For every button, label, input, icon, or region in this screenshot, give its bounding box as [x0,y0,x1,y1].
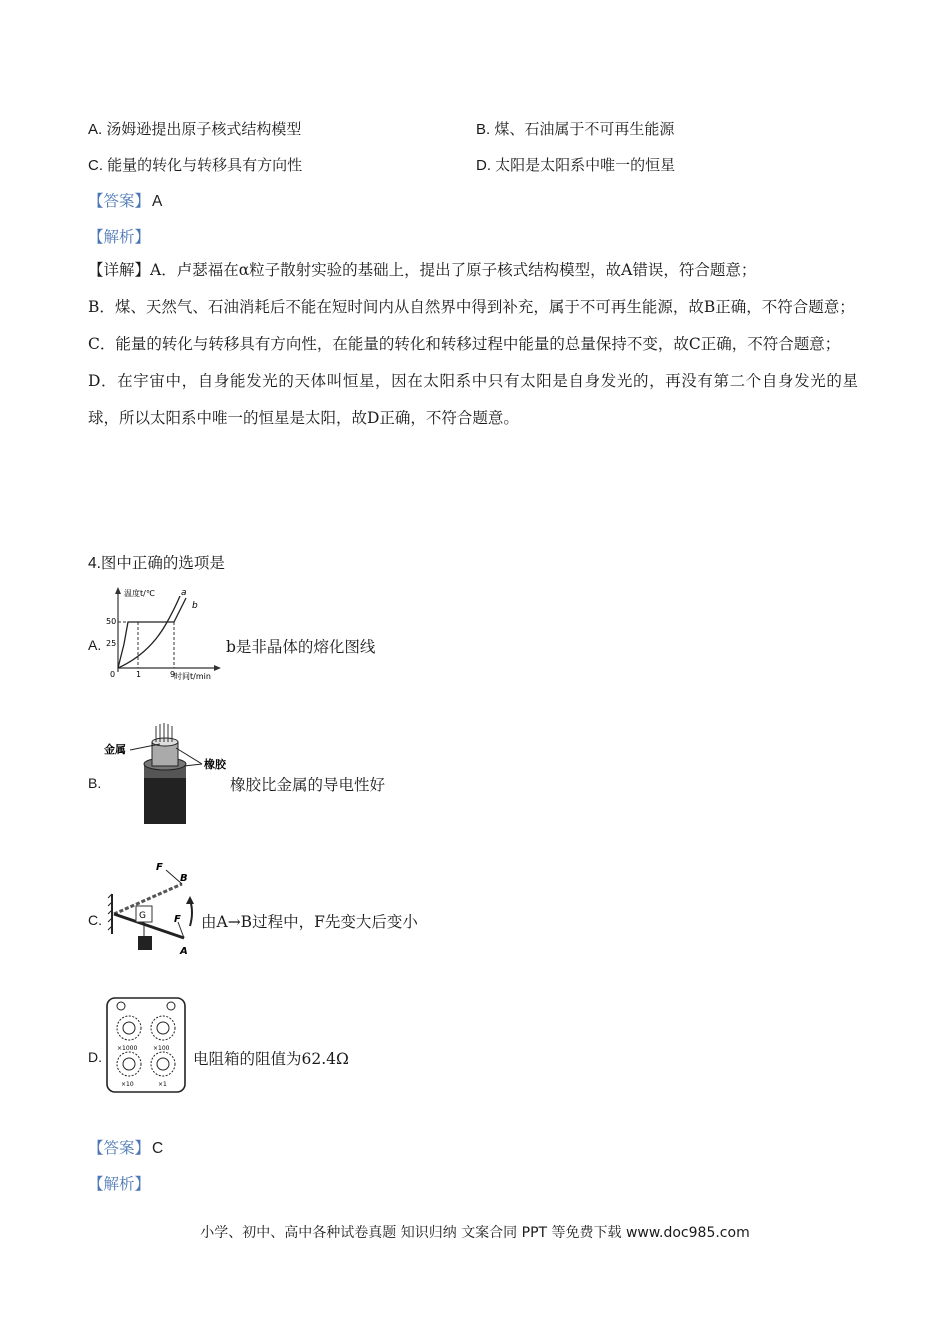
resistance-box-figure [105,996,189,1096]
q4-option-c-letter: C. [88,912,102,928]
option-b: B. 煤、石油属于不可再生能源 [476,121,675,138]
option-c: C. 能量的转化与转移具有方向性 [88,157,303,174]
detail-c: C．能量的转化与转移具有方向性，在能量的转化和转移过程中能量的总量保持不变，故C正确，不符合题意； [88,335,841,353]
dial-x100: ×100 [153,1045,170,1052]
graph-ylabel: 温度t/℃ [124,589,155,598]
q4-answer-value: C [152,1140,164,1157]
melting-graph-figure [104,584,224,682]
graph-xtick-0: 0 [110,670,116,679]
cable-label-rubber: 橡胶 [204,758,226,771]
question-stem: 4.图中正确的选项是 [88,555,225,572]
curve-b-label: b [192,601,198,611]
option-a: A. 汤姆逊提出原子核式结构模型 [88,121,302,138]
lever-label-g: G [139,911,146,921]
detail-label: 【详解】 [88,261,151,279]
lever-figure [106,856,198,960]
page-footer: 小学、初中、高中各种试卷真题 知识归纳 文案合同 PPT 等免费下载 www.doc985.com [200,1225,750,1241]
detail-block [88,252,858,437]
lever-label-f-top: F [156,862,163,873]
detail-a [88,252,858,289]
dial-x10: ×10 [121,1081,134,1088]
detail-b: B．煤、天然气、石油消耗后不能在短时间内从自然界中得到补充，属于不可再生能源，故B正确，不符合题意； [88,298,855,316]
dial-x1000: ×1000 [117,1045,138,1052]
q4-answer-label: 【答案】 [88,1140,151,1157]
cable-figure [104,720,230,824]
answer-label: 【答案】 [88,193,151,210]
q4-option-c-caption: 由A→B过程中，F先变大后变小 [201,913,418,931]
graph-ytick-25: 25 [106,639,117,648]
q4-option-a-letter: A. [88,637,102,653]
curve-a [118,596,180,668]
q4-option-d-letter: D. [88,1049,102,1065]
curve-a-label: a [181,588,187,598]
graph-ytick-50: 50 [106,617,117,626]
option-d: D. 太阳是太阳系中唯一的恒星 [476,157,676,174]
q4-option-a-caption: b是非晶体的熔化图线 [226,638,376,656]
curve-b [118,598,186,668]
lever-label-a: A [180,946,188,957]
dial-x1: ×1 [158,1081,167,1088]
q4-option-b-letter: B. [88,775,102,791]
graph-xlabel: 时间t/min [174,672,211,681]
q4-option-b-caption: 橡胶比金属的导电性好 [230,776,386,794]
lever-label-b: B [180,873,188,884]
detail-a-text: A．卢瑟福在α粒子散射实验的基础上，提出了原子核式结构模型，故A错误，符合题意； [150,261,757,279]
q4-option-d-caption: 电阻箱的阻值为62.4Ω [193,1050,349,1068]
detail-d: D．在宇宙中，自身能发光的天体叫恒星，因在太阳系中只有太阳是自身发光的，再没有第二个自身发光的星球，所以太阳系中唯一的恒星是太阳，故D正确，不符合题意。 [88,372,858,427]
graph-xtick-9: 9 [170,670,176,679]
cable-label-metal: 金属 [104,743,126,756]
q4-analysis-label: 【解析】 [88,1176,151,1193]
q4-answer-tag [88,1136,163,1158]
analysis-label: 【解析】 [88,229,151,246]
answer-tag [88,189,162,211]
answer-value: A [152,193,163,210]
lever-label-f-bottom: F [174,914,181,925]
graph-xtick-1: 1 [136,670,142,679]
